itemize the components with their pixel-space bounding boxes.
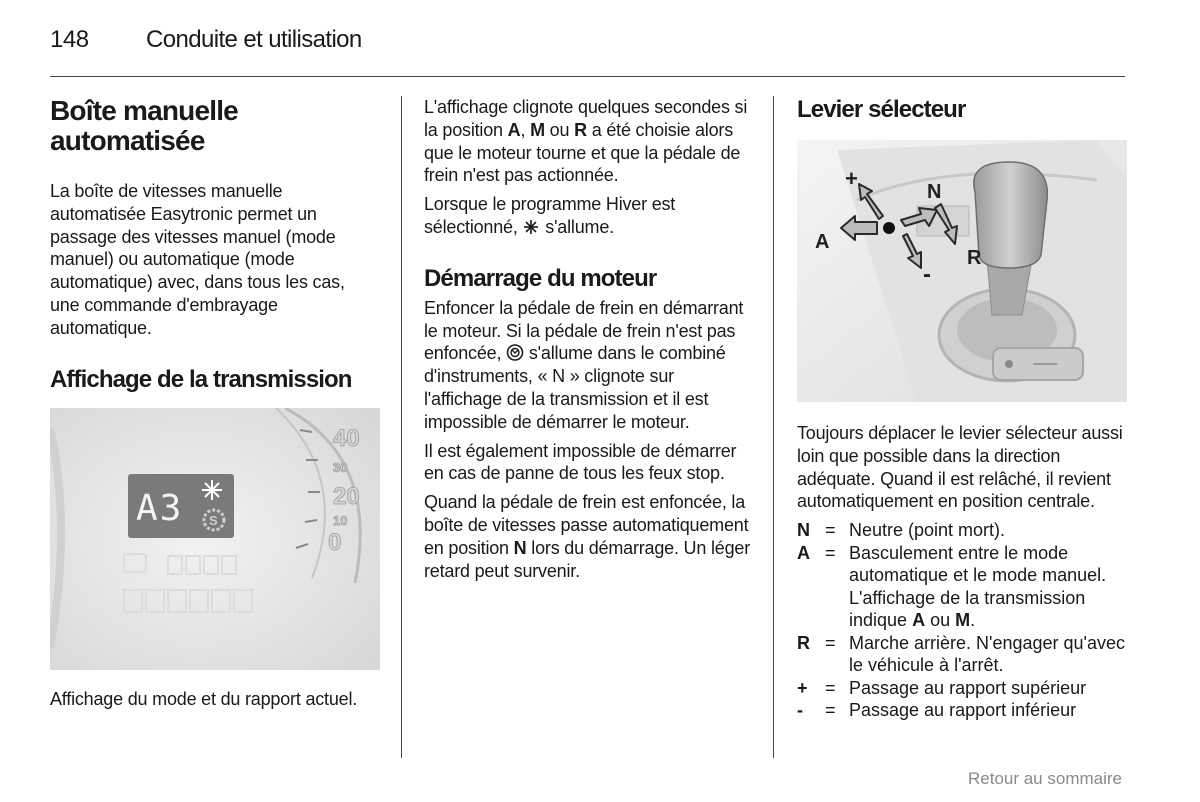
definition-key: N — [797, 520, 810, 541]
page-number: 148 — [50, 26, 89, 53]
column-divider — [401, 96, 402, 758]
gauge-tick-label: 10 — [333, 512, 348, 528]
definition-item — [797, 519, 1127, 542]
reverse-label: R — [967, 247, 982, 269]
position-label: M — [530, 119, 545, 140]
definition-text: Marche arrière. N'engager qu'avec le véhicule à l'arrêt. — [849, 632, 1126, 676]
column-2 — [424, 96, 754, 582]
page-header — [50, 24, 1125, 77]
definition-key: R — [797, 632, 810, 653]
shift-up-label: + — [845, 166, 858, 191]
gauge-tick-label: 0 — [328, 528, 342, 556]
selector-lever-figure — [797, 140, 1127, 402]
position-label: M — [955, 610, 971, 631]
paragraph — [424, 96, 754, 187]
definition-text: Neutre (point mort). — [849, 520, 1006, 541]
gauge-tick-label: 40 — [333, 424, 360, 452]
text-run: Basculement entre le mode automatique et le mode manuel. L'affichage de la transmission indique — [849, 542, 1107, 631]
text-run: a été choisie alors que le moteur tourne et que la pédale de frein n'est pas actionnée. — [424, 119, 741, 186]
transmission-display-figure — [50, 408, 380, 670]
text-run: . — [970, 610, 976, 631]
text-run: s'allume dans le combiné d'instruments, « N » clignote sur l'affichage de la transmission et il est impossible de démarrer le moteur. — [424, 343, 726, 432]
brake-pedal-warning-icon — [506, 344, 524, 361]
text-run: Enfoncer la pédale de frein en démarrant le moteur. Si la pédale de frein n'est pas enfoncée, — [424, 297, 744, 364]
definition-key: - — [797, 700, 803, 721]
chapter-title: Conduite et utilisation — [146, 26, 362, 53]
definition-item — [797, 632, 1127, 677]
definition-equals: = — [825, 700, 836, 721]
figure-caption: Affichage du mode et du rapport actuel. — [50, 688, 358, 709]
text-run: Quand la pédale de frein est enfoncée, la boîte de vitesses passe automatiquement en position — [424, 492, 749, 558]
text-run: Lorsque le programme Hiver est sélectionné, — [424, 194, 676, 237]
svg-text:S: S — [209, 512, 218, 528]
snowflake-icon — [522, 219, 540, 235]
shift-down-label: - — [923, 261, 931, 288]
definition-key: A — [797, 542, 810, 563]
instrument-cluster-illustration — [50, 408, 380, 670]
paragraph — [424, 491, 754, 582]
gear-indicator: A3 — [136, 487, 184, 529]
definition-text: Passage au rapport inférieur — [849, 700, 1077, 721]
text-run: , — [520, 119, 531, 140]
definition-text: Passage au rapport supérieur — [849, 677, 1087, 698]
definition-equals: = — [825, 632, 836, 653]
text-run: ou — [925, 610, 956, 631]
subsection-title: Levier sélecteur — [797, 96, 966, 123]
text-run: lors du démarrage. Un léger retard peut survenir. — [424, 537, 750, 581]
back-to-contents-link[interactable]: Retour au sommaire — [967, 769, 1122, 788]
position-label: R — [574, 119, 587, 140]
paragraph: Il est également impossible de démarrer en cas de panne de tous les feux stop. — [424, 440, 737, 484]
column-3 — [797, 96, 1127, 722]
paragraph — [424, 193, 754, 239]
intro-paragraph: La boîte de vitesses manuelle automatisée Easytronic permet un passage des vitesses manuel (mode manuel) ou automatique (mode automatique) avec, dans tous les cas, une commande d'embrayage automatique. — [50, 181, 345, 338]
snowflake-icon — [202, 480, 222, 500]
text-run: L'affichage clignote quelques secondes si la position — [424, 97, 748, 140]
definition-item — [797, 542, 1127, 632]
definition-list — [797, 519, 1127, 722]
section-title: Boîte manuelle automatisée — [50, 95, 238, 156]
column-divider — [773, 96, 774, 758]
neutral-label: N — [927, 181, 942, 203]
mode-label: A — [815, 231, 830, 253]
paragraph — [424, 297, 754, 434]
text-run: s'allume. — [540, 216, 614, 237]
gauge-tick-label: 30 — [333, 459, 348, 475]
definition-item — [797, 677, 1127, 700]
subsection-title: Démarrage du moteur — [424, 264, 657, 292]
definition-equals: = — [825, 520, 836, 541]
definition-key: + — [797, 677, 808, 698]
definition-equals: = — [825, 677, 836, 698]
position-label: A — [507, 119, 521, 140]
position-label: N — [513, 537, 527, 558]
text-run: ou — [544, 119, 575, 140]
position-label: A — [912, 610, 926, 631]
definition-equals: = — [825, 542, 836, 563]
definition-text — [849, 542, 1127, 632]
column-1 — [50, 96, 372, 710]
gear-lever-illustration — [797, 140, 1127, 402]
definition-item — [797, 699, 1127, 722]
subsection-title: Affichage de la transmission — [50, 365, 352, 393]
paragraph: Toujours déplacer le levier sélecteur aussi loin que possible dans la direction adéquate. Quand il est relâché, il revient automatiquement en position centrale. — [797, 423, 1123, 512]
gauge-tick-label: 20 — [333, 482, 360, 510]
